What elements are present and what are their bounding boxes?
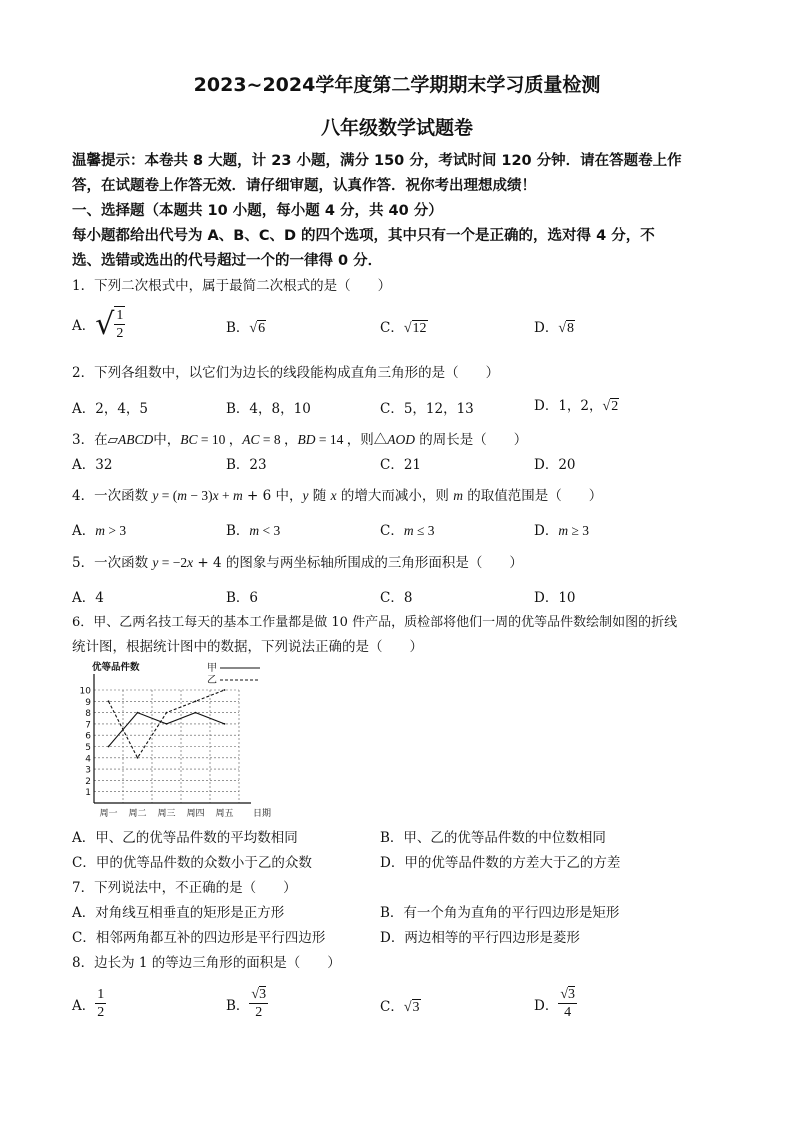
- question-8-option-d: [534, 986, 577, 1021]
- question-8-option-c: [380, 995, 421, 1016]
- question-4-stem: [72, 484, 602, 504]
- math: = 14 ，则△: [315, 432, 388, 447]
- question-6-option-d: D．甲的优等品件数的方差大于乙的方差: [380, 855, 621, 871]
- text: 的周长是（ ）: [415, 432, 528, 448]
- paper-title: 八年级数学试题卷: [320, 117, 473, 139]
- option-label: B．: [226, 523, 250, 539]
- radicand: 8: [567, 321, 575, 336]
- math: > 3: [105, 523, 127, 538]
- math: AOD: [387, 432, 416, 447]
- option-label: D．: [534, 997, 559, 1014]
- question-1-stem: 1．下列二次根式中，属于最简二次根式的是（ ）: [72, 278, 392, 294]
- data-point: [195, 712, 197, 714]
- y-tick-label: 4: [85, 754, 91, 765]
- y-tick-label: 7: [85, 720, 91, 731]
- math: y: [152, 555, 159, 570]
- question-2-option-c: C．5，12，13: [380, 401, 474, 417]
- math: m: [95, 523, 105, 538]
- y-tick-label: 5: [85, 743, 91, 753]
- sqrt: √8: [558, 321, 575, 336]
- question-2-stem: 2．下列各组数中，以它们为边长的线段能构成直角三角形的是（ ）: [72, 365, 500, 381]
- data-point: [195, 700, 197, 702]
- math: = −2: [158, 555, 188, 570]
- question-1-option-a: [72, 306, 125, 342]
- option-label: A．: [72, 523, 96, 539]
- option-label: B．: [226, 997, 250, 1014]
- fraction: [558, 986, 577, 1021]
- fraction: [95, 986, 106, 1021]
- option-label: D．: [534, 320, 559, 336]
- denominator: 2: [97, 1005, 105, 1020]
- question-4-option-b: [226, 519, 280, 539]
- numerator: 1: [116, 308, 124, 323]
- y-tick-label: 9: [85, 697, 91, 708]
- question-6-line-2: 统计图，根据统计图中的数据，下列说法正确的是（ ）: [72, 639, 423, 655]
- math: AC: [242, 432, 260, 447]
- question-2-option-a: A．2，4，5: [72, 401, 149, 417]
- text: 5．一次函数: [72, 555, 153, 571]
- x-tick-label: 周一: [99, 809, 118, 819]
- text: 随: [308, 488, 331, 504]
- math: < 3: [259, 523, 281, 538]
- sqrt: √3: [403, 1000, 420, 1015]
- question-5-option-a: A．4: [72, 590, 104, 606]
- math: m: [403, 523, 414, 538]
- math: ≤ 3: [413, 523, 435, 538]
- numerator: √3: [251, 987, 267, 1002]
- math: x: [212, 488, 219, 503]
- option-label: D．1，2，: [534, 398, 603, 414]
- y-tick-label: 2: [85, 776, 91, 787]
- legend-label: 乙: [207, 675, 217, 686]
- question-7-stem: 7．下列说法中，不正确的是（ ）: [72, 880, 297, 896]
- radical-icon: √: [95, 306, 115, 342]
- math: +: [218, 488, 233, 503]
- question-7-option-b: B．有一个角为直角的平行四边形是矩形: [380, 905, 620, 921]
- section-heading: 一、选择题（本题共 10 小题，每小题 4 分，共 40 分）: [72, 203, 443, 219]
- math: BC: [180, 432, 198, 447]
- data-point: [137, 712, 139, 714]
- question-6-option-a: A．甲、乙的优等品件数的平均数相同: [72, 830, 298, 846]
- question-3-stem: [72, 428, 527, 448]
- math: m: [453, 488, 463, 503]
- y-tick-label: 3: [85, 765, 91, 776]
- math: − 3): [187, 488, 213, 503]
- question-3-option-c: C．21: [380, 457, 422, 473]
- question-7-option-a: A．对角线互相垂直的矩形是正方形: [72, 905, 285, 921]
- numerator: 1: [97, 987, 105, 1002]
- question-5-stem: [72, 551, 523, 571]
- text: 中，: [153, 432, 181, 448]
- text: 3．在: [72, 432, 108, 448]
- question-5-option-c: C．8: [380, 590, 413, 606]
- question-6-option-c: C．甲的优等品件数的众数小于乙的众数: [72, 855, 312, 871]
- denominator: 4: [564, 1005, 572, 1020]
- radicand: 2: [611, 399, 619, 414]
- math: y: [302, 488, 309, 503]
- question-4-option-c: [380, 519, 435, 539]
- sqrt: √2: [602, 399, 619, 414]
- question-6-option-b: B．甲、乙的优等品件数的中位数相同: [380, 830, 606, 846]
- option-label: C．: [380, 999, 404, 1015]
- text: 4．一次函数: [72, 488, 153, 504]
- math: = 10 ，: [197, 432, 243, 447]
- math: m: [249, 523, 260, 538]
- x-tick-label: 周三: [157, 809, 176, 819]
- math: y: [152, 488, 159, 503]
- question-1-option-c: [380, 316, 428, 337]
- radicand: 3: [568, 987, 576, 1002]
- text: 的取值范围是（ ）: [462, 488, 603, 504]
- question-3-option-d: D．20: [534, 457, 576, 473]
- notice-line-1: 温馨提示：本卷共 8 大题，计 23 小题，满分 150 分，考试时间 120 分钟．请在答题卷上作: [72, 153, 682, 169]
- legend-label: 甲: [207, 663, 217, 674]
- data-point: [137, 757, 139, 759]
- math: m: [177, 488, 187, 503]
- question-8-stem: 8．边长为 1 的等边三角形的面积是（ ）: [72, 955, 341, 971]
- x-tick-label: 周四: [186, 809, 205, 819]
- sqrt: √12: [403, 321, 427, 336]
- question-5-option-d: D．10: [534, 590, 576, 606]
- text: + 6 中，: [242, 488, 303, 504]
- question-7-option-c: C．相邻两角都互补的四边形是平行四边形: [72, 930, 326, 946]
- radicand: 6: [258, 321, 266, 336]
- text: 的增大而减小，则: [336, 488, 454, 504]
- y-tick-label: 1: [85, 788, 91, 799]
- math: x: [187, 555, 194, 570]
- option-label: A．: [72, 318, 96, 334]
- question-8-option-b: [226, 986, 268, 1021]
- data-point: [224, 689, 226, 691]
- data-point: [108, 700, 110, 702]
- data-point: [108, 746, 110, 748]
- denominator: 2: [116, 326, 124, 341]
- line-chart: [72, 658, 282, 823]
- fraction: [249, 986, 268, 1021]
- sqrt: √6: [249, 321, 266, 336]
- question-3-option-b: B．23: [226, 457, 267, 473]
- series-line-1: [109, 713, 225, 747]
- data-point: [224, 723, 226, 725]
- exam-title: 2023~2024学年度第二学期期末学习质量检测: [193, 74, 601, 96]
- radicand: 12: [412, 321, 427, 336]
- parallelogram-icon: ▱: [107, 432, 118, 447]
- notice-line-2: 答，在试题卷上作答无效．请仔细审题，认真作答．祝你考出理想成绩！: [72, 178, 536, 194]
- text: + 4 的图象与两坐标轴所围成的三角形面积是（ ）: [193, 555, 523, 571]
- question-6-line-1: 6．甲、乙两名技工每天的基本工作量都是做 10 件产品，质检部将他们一周的优等品件数绘制如图的折线: [72, 615, 678, 630]
- math: x: [330, 488, 337, 503]
- y-tick-label: 8: [85, 709, 91, 720]
- question-2-option-d: [534, 394, 619, 415]
- radicand: 3: [412, 1000, 420, 1015]
- math: ABCD: [117, 432, 154, 447]
- question-1-option-b: [226, 316, 266, 337]
- math: m: [232, 488, 243, 503]
- numerator: √3: [560, 987, 576, 1002]
- math: = (: [158, 488, 178, 503]
- question-7-option-d: D．两边相等的平行四边形是菱形: [380, 930, 580, 946]
- question-4-option-d: [534, 519, 589, 539]
- question-1-option-d: [534, 316, 575, 337]
- option-label: D．: [534, 523, 559, 539]
- y-axis-label: 优等品件数: [92, 662, 140, 673]
- option-label: C．: [380, 320, 404, 336]
- question-2-option-b: B．4，8，10: [226, 401, 311, 417]
- data-point: [166, 723, 168, 725]
- x-axis-label: 日期: [253, 809, 272, 819]
- section-instruction-1: 每小题都给出代号为 A、B、C、D 的四个选项，其中只有一个是正确的，选对得 4 分，不: [72, 228, 655, 244]
- option-label: A．: [72, 997, 96, 1014]
- section-instruction-2: 选、选错或选出的代号超过一个的一律得 0 分．: [72, 253, 383, 269]
- question-8-option-a: [72, 986, 106, 1021]
- math: = 8 ，: [259, 432, 298, 447]
- math: m: [558, 523, 569, 538]
- math: BD: [297, 432, 316, 447]
- fraction: [114, 306, 125, 342]
- math: ≥ 3: [568, 523, 589, 538]
- denominator: 2: [255, 1005, 263, 1020]
- data-point: [166, 712, 168, 714]
- question-3-option-a: A．32: [72, 457, 113, 473]
- y-tick-label: 10: [79, 686, 91, 697]
- question-4-option-a: [72, 519, 126, 539]
- x-tick-label: 周五: [215, 809, 234, 819]
- x-tick-label: 周二: [128, 809, 147, 819]
- y-tick-label: 6: [85, 731, 91, 742]
- option-label: B．: [226, 320, 250, 336]
- radicand: 3: [259, 987, 267, 1002]
- question-5-option-b: B．6: [226, 590, 259, 606]
- option-label: C．: [380, 523, 404, 539]
